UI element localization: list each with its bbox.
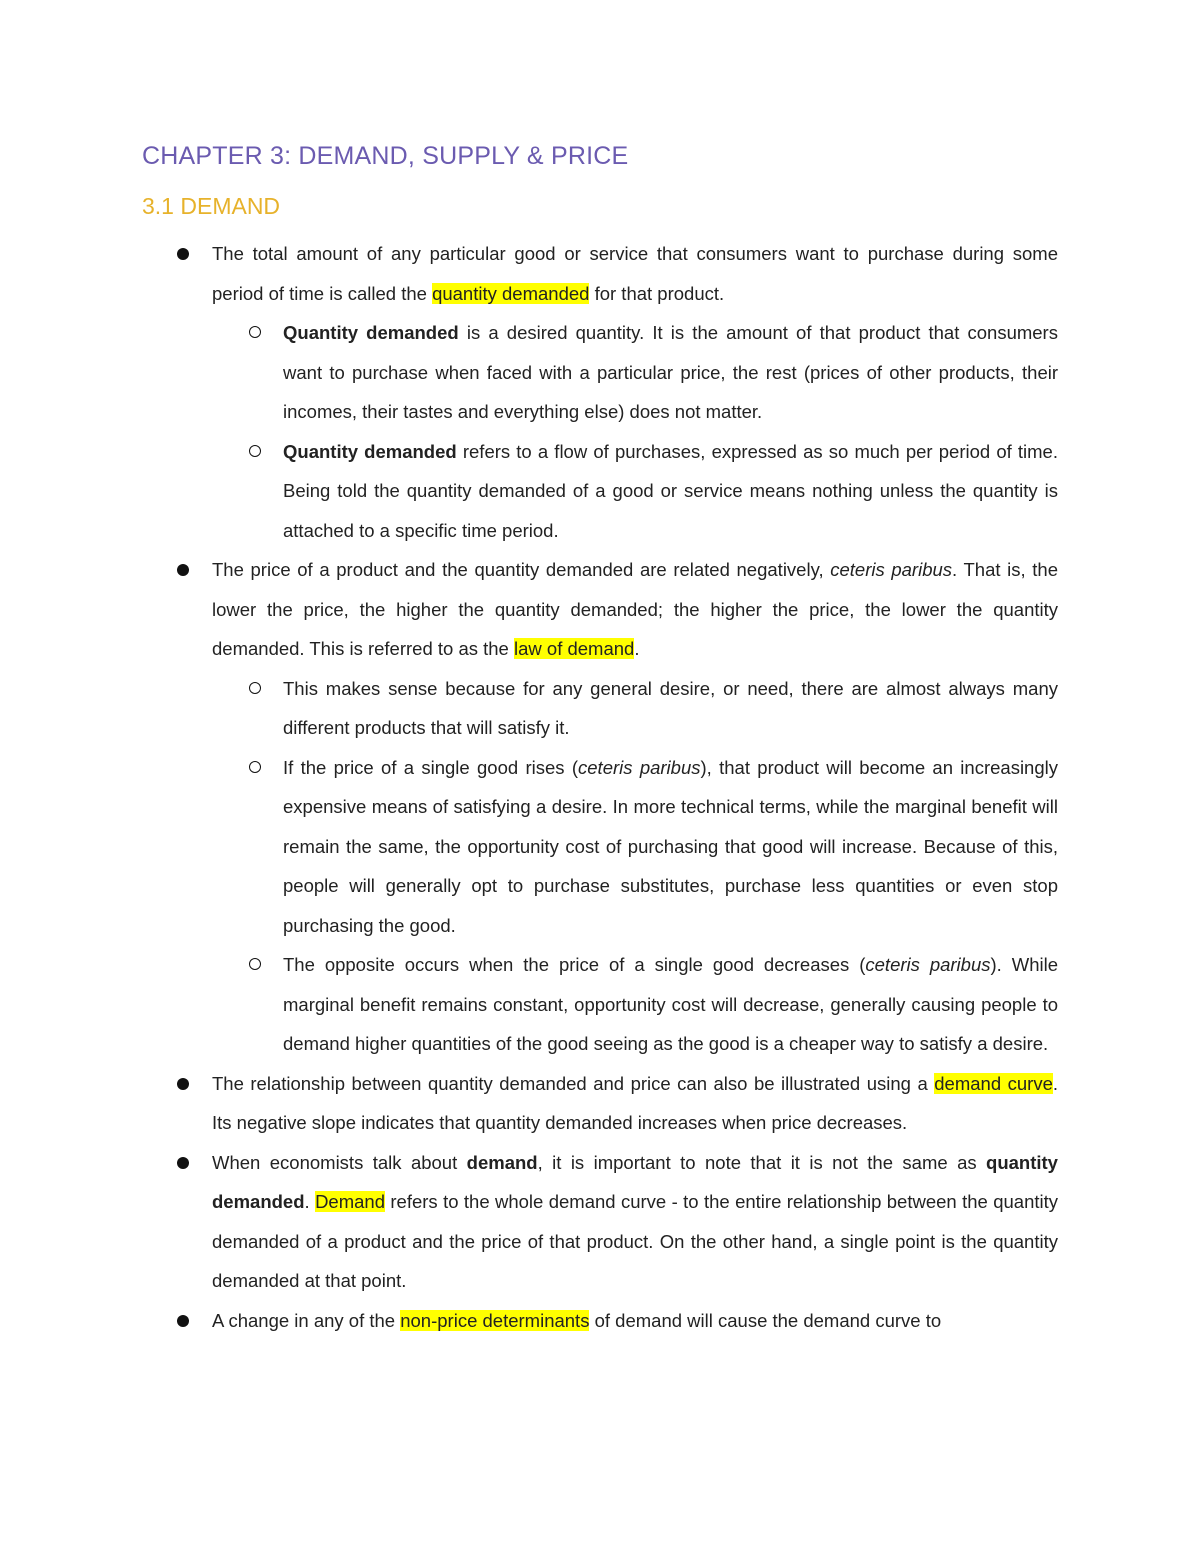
hollow-circle-bullet-icon xyxy=(249,445,261,457)
bullet-item xyxy=(212,1064,1058,1143)
sub-bullet-item xyxy=(283,945,1058,1064)
text-segment: . xyxy=(304,1191,316,1212)
text-segment: The price of a product and the quantity demanded are related negatively, xyxy=(212,559,831,580)
section-title: 3.1 DEMAND xyxy=(142,193,281,219)
text-segment: This makes sense because for any general desire, or need, there are almost always many different products that will satisfy it. xyxy=(283,677,1058,738)
text-segment: ). While marginal benefit remains constant, opportunity cost will decrease, generally causing people to demand higher quantities of the good seeing as the good is a cheaper way to satisfy a desire. xyxy=(283,954,1058,1054)
filled-circle-bullet-icon xyxy=(177,1157,189,1169)
text-segment: is a desired quantity. It is the amount of that product that consumers want to purchase when faced with a particular price, the rest (prices of other products, their incomes, their tastes and everything else) does not matter. xyxy=(283,322,1058,422)
text-segment: When economists talk about xyxy=(212,1151,467,1173)
sub-bullet-item xyxy=(283,432,1058,551)
hollow-circle-bullet-icon xyxy=(249,958,261,970)
bold-term: quantity demanded xyxy=(212,1151,1058,1212)
text-segment: , it is important to note that it is not the same as xyxy=(537,1151,987,1173)
italic-term: ceteris paribus xyxy=(865,954,991,975)
bullet-item xyxy=(212,550,1058,669)
bullet-item xyxy=(212,1143,1058,1301)
text-segment: . That is, the lower the price, the higher the quantity demanded; the higher the price, the lower the quantity demanded. This is referred to as the xyxy=(212,559,1058,659)
chapter-title: CHAPTER 3: DEMAND, SUPPLY & PRICE xyxy=(142,142,629,170)
filled-circle-bullet-icon xyxy=(177,1078,189,1090)
text-segment: If the price of a single good rises ( xyxy=(283,756,579,778)
filled-circle-bullet-icon xyxy=(177,248,189,260)
text-segment: The relationship between quantity demanded and price can also be illustrated using a xyxy=(212,1072,935,1094)
text-segment: The total amount of any particular good or service that consumers want to purchase during some period of time is called the xyxy=(212,243,1058,304)
hollow-circle-bullet-icon xyxy=(249,326,261,338)
text-segment: refers to the whole demand curve - to the entire relationship between the quantity demanded of a product and the price of that product. On the other hand, a single point is the quantity demanded at that point. xyxy=(212,1191,1058,1291)
highlighted-term: law of demand xyxy=(514,638,635,659)
bold-term: Quantity demanded xyxy=(283,440,457,462)
text-segment: refers to a flow of purchases, expressed as so much per period of time. Being told the quantity demanded of a good or service means nothing unless the quantity is attached to a specific time period. xyxy=(283,440,1058,541)
sub-bullet-item xyxy=(283,748,1058,946)
italic-term: ceteris paribus xyxy=(830,559,953,580)
text-segment: ), that product will become an increasingly expensive means of satisfying a desire. In more technical terms, while the marginal benefit will remain the same, the opportunity cost of purchasing that good will increase. Because of this, people will generally opt to purchase substitutes, purchase less quantities or even stop purchasing the good. xyxy=(283,756,1058,936)
hollow-circle-bullet-icon xyxy=(249,761,261,773)
highlighted-term: Demand xyxy=(315,1191,385,1212)
filled-circle-bullet-icon xyxy=(177,1315,189,1327)
italic-term: ceteris paribus xyxy=(578,756,701,778)
text-segment: . xyxy=(634,638,640,659)
text-segment: of demand will cause the demand curve to xyxy=(589,1309,942,1331)
highlighted-term: quantity demanded xyxy=(432,282,590,304)
text-segment: A change in any of the xyxy=(212,1309,401,1331)
bullet-item xyxy=(212,234,1058,313)
text-segment: The opposite occurs when the price of a single good decreases ( xyxy=(283,954,866,975)
hollow-circle-bullet-icon xyxy=(249,682,261,694)
bullet-list xyxy=(212,234,1058,1340)
highlighted-term: non-price determinants xyxy=(400,1309,590,1331)
bullet-item xyxy=(212,1301,1058,1341)
text-segment: for that product. xyxy=(589,282,725,304)
filled-circle-bullet-icon xyxy=(177,564,189,576)
highlighted-term: demand curve xyxy=(934,1072,1053,1094)
text-segment: . Its negative slope indicates that quantity demanded increases when price decreases. xyxy=(212,1072,1059,1133)
bold-term: demand xyxy=(466,1151,538,1173)
bold-term: Quantity demanded xyxy=(283,322,459,343)
sub-bullet-item xyxy=(283,313,1058,432)
sub-bullet-item xyxy=(283,669,1058,748)
